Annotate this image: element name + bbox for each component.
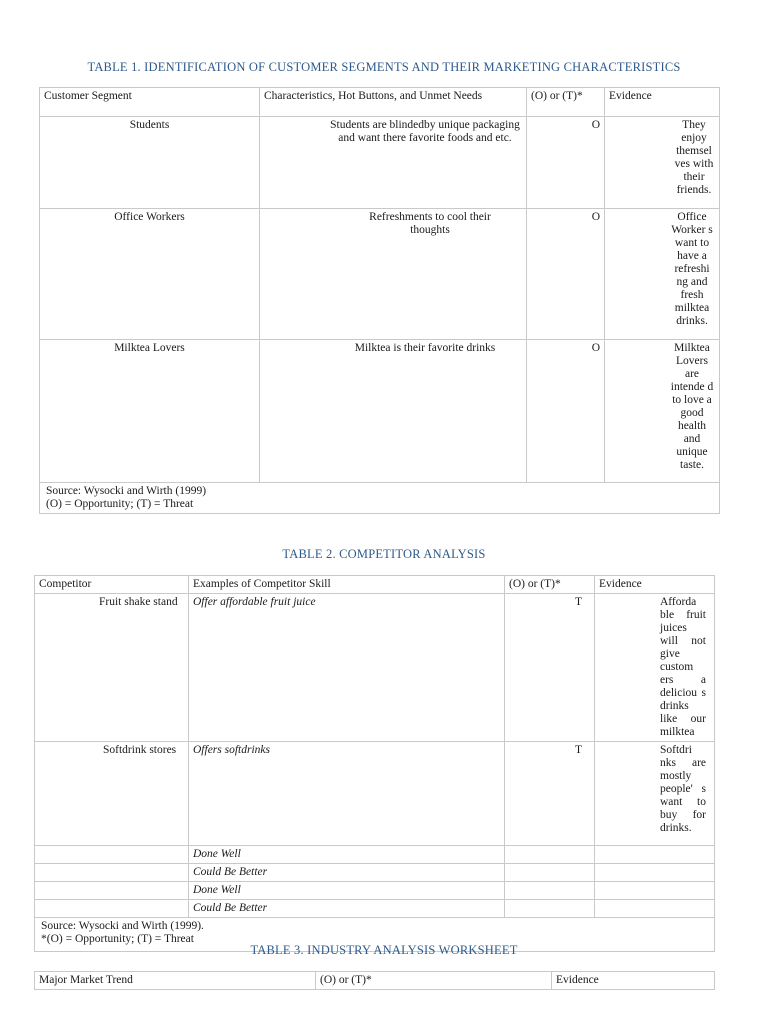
header-major-market-trend: Major Market Trend	[35, 972, 316, 990]
legend-text: (O) = Opportunity; (T) = Threat	[46, 498, 194, 510]
header-competitor-skill: Examples of Competitor Skill	[189, 576, 505, 594]
characteristics-cell: Students are blindedby unique packaging and want there favorite foods and etc.	[260, 117, 527, 209]
characteristics-cell: Milktea is their favorite drinks	[260, 340, 527, 483]
empty-cell	[595, 900, 715, 918]
table-row	[40, 340, 720, 483]
table-row	[35, 846, 715, 864]
header-characteristics: Characteristics, Hot Buttons, and Unmet Needs	[260, 88, 527, 117]
header-competitor: Competitor	[35, 576, 189, 594]
header-evidence: Evidence	[605, 88, 720, 117]
table-row	[35, 900, 715, 918]
characteristics-cell: Refreshments to cool their thoughts	[260, 209, 527, 340]
table-row	[40, 209, 720, 340]
ot-cell: T	[505, 742, 595, 846]
table1-title: TABLE 1. IDENTIFICATION OF CUSTOMER SEGMENTS AND THEIR MARKETING CHARACTERISTICS	[87, 60, 681, 74]
empty-cell	[35, 882, 189, 900]
evidence-cell: Afforda ble fruit juices will not give custom ers a deliciou s drinks like our milktea	[595, 594, 715, 742]
empty-cell	[35, 846, 189, 864]
skill-cell: Offer affordable fruit juice	[189, 594, 505, 742]
skill-rating-cell: Could Be Better	[189, 864, 505, 882]
header-o-or-t: (O) or (T)*	[505, 576, 595, 594]
segment-cell: Students	[40, 117, 260, 209]
evidence-cell: They enjoy themsel ves with their friends.	[605, 117, 720, 209]
customer-segments-table	[39, 87, 720, 514]
skill-cell: Offers softdrinks	[189, 742, 505, 846]
source-text: Source: Wysocki and Wirth (1999).	[41, 920, 204, 932]
ot-cell: O	[527, 209, 605, 340]
competitor-cell: Softdrink stores	[35, 742, 189, 846]
empty-cell	[505, 864, 595, 882]
table3-title: TABLE 3. INDUSTRY ANALYSIS WORKSHEET	[250, 943, 518, 957]
table-row	[40, 117, 720, 209]
source-text: Source: Wysocki and Wirth (1999)	[46, 485, 207, 497]
empty-cell	[595, 864, 715, 882]
empty-cell	[505, 846, 595, 864]
competitor-analysis-table	[34, 575, 715, 952]
skill-rating-cell: Done Well	[189, 882, 505, 900]
table-row	[35, 864, 715, 882]
table2-title: TABLE 2. COMPETITOR ANALYSIS	[282, 547, 486, 561]
ot-cell: O	[527, 340, 605, 483]
header-evidence: Evidence	[552, 972, 715, 990]
ot-cell: T	[505, 594, 595, 742]
segment-cell: Office Workers	[40, 209, 260, 340]
evidence-cell: Office Worker s want to have a refreshi ng and fresh milktea drinks.	[605, 209, 720, 340]
empty-cell	[35, 900, 189, 918]
segment-cell: Milktea Lovers	[40, 340, 260, 483]
industry-analysis-table	[34, 971, 715, 990]
empty-cell	[505, 882, 595, 900]
skill-rating-cell: Done Well	[189, 846, 505, 864]
ot-cell: O	[527, 117, 605, 209]
legend-text: *(O) = Opportunity; (T) = Threat	[41, 933, 194, 945]
empty-cell	[595, 846, 715, 864]
empty-cell	[595, 882, 715, 900]
empty-cell	[35, 864, 189, 882]
header-o-or-t: (O) or (T)*	[316, 972, 552, 990]
header-o-or-t: (O) or (T)*	[527, 88, 605, 117]
table-row	[35, 742, 715, 846]
evidence-cell: Softdri nks are mostly people' s want to buy for drinks.	[595, 742, 715, 846]
empty-cell	[505, 900, 595, 918]
header-customer-segment: Customer Segment	[40, 88, 260, 117]
competitor-cell: Fruit shake stand	[35, 594, 189, 742]
table-row	[35, 594, 715, 742]
skill-rating-cell: Could Be Better	[189, 900, 505, 918]
table1-source-note	[40, 483, 720, 514]
table-row	[35, 882, 715, 900]
evidence-cell: Milktea Lovers are intende d to love a good health and unique taste.	[605, 340, 720, 483]
header-evidence: Evidence	[595, 576, 715, 594]
